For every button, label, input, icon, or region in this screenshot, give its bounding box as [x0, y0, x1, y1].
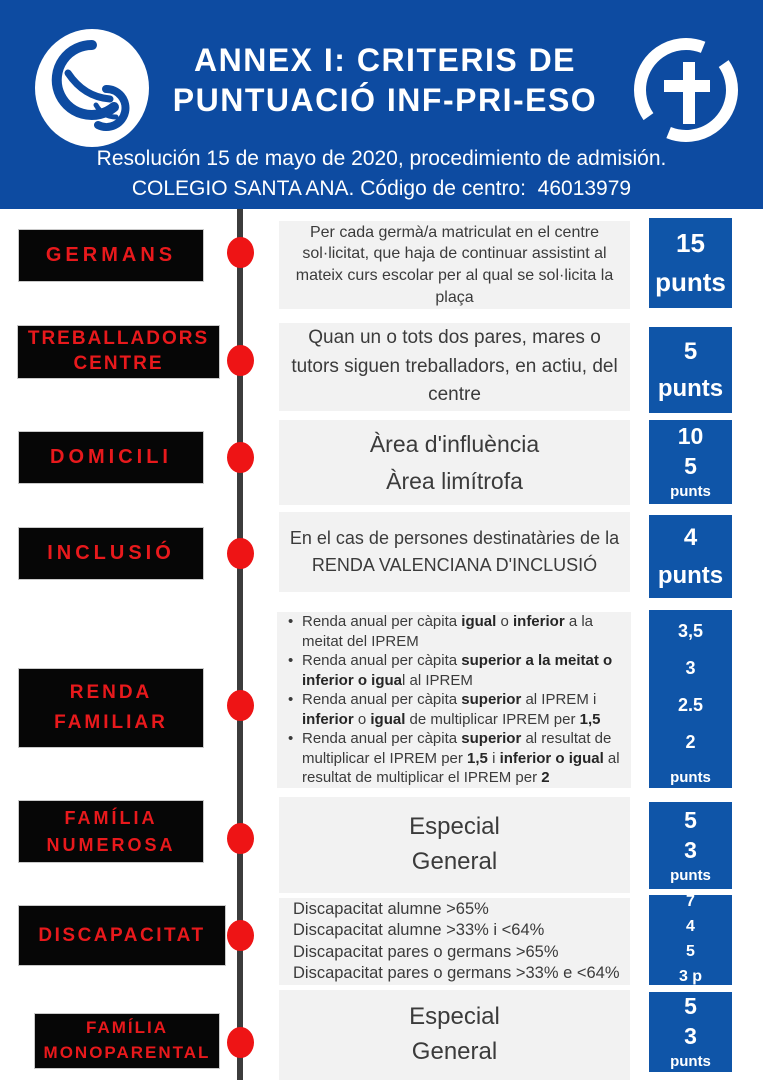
points-box-numerosa [649, 802, 732, 889]
text-segment: Discapacitat pares o germans >65% [293, 942, 559, 961]
criterion-description-numerosa [279, 797, 630, 893]
text-segment: al resultat de multiplicar el IPREM per [302, 730, 612, 767]
text-segment: Renda anual per càpita [302, 730, 462, 748]
points-line: punts [670, 866, 711, 884]
bold-text-segment: superior [461, 730, 522, 748]
points-line: 2.5 [677, 694, 704, 715]
criterion-description-discapacitat [279, 898, 630, 985]
text-segment: o [496, 613, 513, 631]
criterion-label-discapacitat [18, 905, 226, 966]
points-line: punts [670, 768, 711, 786]
points-line: 5 [683, 337, 698, 365]
timeline-dot-treballadors [227, 345, 254, 376]
points-box-germans [649, 218, 732, 308]
criterion-label-text: DISCAPACITAT [38, 924, 206, 946]
criterion-label-treballadors [17, 325, 220, 379]
points-line: 3 [684, 1023, 697, 1050]
text-segment: o [353, 710, 371, 728]
text-segment: a la meitat del IPREM [302, 613, 594, 650]
points-line: 3,5 [677, 621, 704, 641]
criterion-label-numerosa [18, 800, 204, 863]
description-line [289, 222, 620, 308]
criterion-label-text: MONOPARENTAL [43, 1043, 211, 1062]
text-segment: En el cas de persones destinatàries de la RENDA VALENCIANA D'INCLUSIÓ [289, 528, 620, 575]
description-line [289, 810, 620, 845]
criterion-label-renda [18, 668, 204, 748]
points-line: 5 [684, 993, 697, 1020]
bold-text-segment: 1,5 [467, 749, 488, 767]
points-box-inclusio [649, 515, 732, 598]
text-segment: Renda anual per càpita [302, 613, 462, 631]
criterion-description-renda [277, 612, 631, 788]
criterion-label-germans [18, 229, 204, 282]
description-line [289, 525, 620, 578]
text-segment: Especial [409, 813, 500, 841]
bold-text-segment: igual [370, 710, 406, 728]
bullet-item [285, 729, 623, 788]
criterion-description-monoparental [279, 990, 630, 1080]
criterion-label-text: NUMEROSA [46, 834, 176, 855]
points-line: 4 [683, 524, 698, 552]
bold-text-segment: inferior o igual [499, 749, 604, 767]
text-segment: Quan un o tots dos pares, mares o tutors siguen treballadors, en actiu, del centre [291, 327, 618, 406]
points-line: 2 [685, 731, 696, 752]
points-line: punts [670, 1053, 711, 1071]
description-line [289, 426, 620, 463]
criterion-label-text: TREBALLADORS [27, 328, 210, 350]
points-line: punts [655, 267, 726, 297]
description-line [293, 963, 620, 984]
points-line: 3 [685, 657, 696, 678]
timeline-dot-numerosa [227, 823, 254, 854]
text-segment: al IPREM i [521, 691, 597, 709]
points-line: 7 [686, 893, 695, 911]
criterion-label-text: FAMILIAR [54, 712, 168, 733]
points-box-renda [649, 610, 732, 788]
timeline-dot-renda [227, 690, 254, 721]
bullet-item [285, 612, 623, 651]
points-box-discapacitat [649, 895, 732, 985]
criterion-label-text: DOMICILI [50, 446, 172, 468]
bullet-item [285, 651, 623, 690]
text-segment: Per cada germà/a matriculat en el centre sol·licitat, que haja de continuar assistint al mateix curs escolar per al qual se sol·licita la plaça [295, 223, 614, 306]
points-line: 5 [686, 943, 695, 960]
text-segment: General [411, 848, 498, 875]
points-box-monoparental [649, 992, 732, 1072]
criterion-label-domicili [18, 431, 204, 484]
timeline-dot-discapacitat [227, 920, 254, 951]
points-box-domicili [649, 420, 732, 504]
criterion-label-text: RENDA [69, 681, 153, 703]
text-segment: Renda anual per càpita [302, 652, 462, 670]
points-line: 4 [686, 918, 695, 936]
text-segment: Àrea d'influència [369, 430, 540, 457]
criterion-description-domicili [279, 420, 630, 505]
criterion-label-inclusio [18, 527, 204, 580]
text-segment: Renda anual per càpita [302, 691, 462, 709]
text-segment: Discapacitat alumne >65% [293, 899, 489, 918]
points-line: 3 [684, 836, 697, 863]
points-box-treballadors [649, 327, 732, 413]
text-segment: de multiplicar IPREM per [405, 710, 580, 728]
description-line [293, 942, 620, 963]
description-line [293, 899, 620, 920]
page-title-line2: PUNTUACIÓ INF-PRI-ESO [172, 82, 598, 118]
criterion-description-inclusio [279, 512, 630, 592]
description-line [293, 920, 620, 941]
criterion-description-germans [279, 221, 630, 309]
points-line: punts [670, 483, 711, 501]
bold-text-segment: 2 [541, 769, 550, 787]
criterion-label-text: GERMANS [45, 244, 177, 266]
timeline-dot-inclusio [227, 538, 254, 569]
timeline-dot-domicili [227, 442, 254, 473]
circle-cross-logo-icon [628, 32, 744, 148]
points-line: punts [657, 375, 724, 402]
text-segment: Discapacitat pares o germans >33% e <64% [293, 963, 620, 982]
criterion-label-text: FAMÍLIA [64, 807, 158, 828]
bold-text-segment: inferior [512, 613, 565, 631]
text-segment: Discapacitat alumne >33% i <64% [293, 921, 545, 940]
description-line [289, 324, 620, 410]
criterion-description-treballadors [279, 323, 630, 411]
bullet-item [285, 690, 623, 729]
text-segment: l al IPREM [402, 671, 473, 689]
criterion-label-text: FAMÍLIA [86, 1018, 168, 1038]
bold-text-segment: superior a la meitat o inferior o igua [302, 652, 613, 689]
header-banner [0, 0, 763, 209]
text-segment: Especial [409, 1003, 500, 1031]
text-segment: i [487, 749, 500, 767]
description-line [289, 1000, 620, 1035]
bold-text-segment: inferior [302, 710, 354, 728]
points-line: punts [657, 561, 724, 589]
criterion-label-monoparental [34, 1013, 220, 1069]
bold-text-segment: superior [461, 691, 522, 709]
subtitle-line1: Resolución 15 de mayo de 2020, procedimiento de admisión. [96, 147, 667, 170]
points-line: 5 [684, 453, 697, 480]
text-segment: Àrea limítrofa [386, 467, 523, 494]
text-segment: al resultat de multiplicar el IPREM per [302, 749, 620, 787]
page-title-line1: ANNEX I: CRITERIS DE [193, 42, 577, 78]
description-line [289, 1035, 620, 1070]
page-title [148, 40, 622, 120]
description-line [289, 845, 620, 880]
criterion-label-text: CENTRE [73, 353, 164, 374]
points-line: 5 [684, 806, 697, 833]
description-line [289, 463, 620, 500]
timeline-dot-monoparental [227, 1027, 254, 1058]
points-line: 3 p [678, 967, 703, 985]
mother-and-child-logo-icon [34, 28, 150, 148]
subtitle [0, 144, 763, 205]
timeline-dot-germans [227, 237, 254, 268]
points-line: 15 [676, 228, 705, 258]
text-segment: General [411, 1038, 498, 1065]
criterion-label-text: INCLUSIÓ [47, 542, 175, 564]
bold-text-segment: igual [461, 613, 497, 631]
points-line: 10 [677, 423, 704, 450]
subtitle-line2: COLEGIO SANTA ANA. Código de centro: 46013979 [131, 177, 632, 201]
bold-text-segment: 1,5 [579, 710, 601, 728]
